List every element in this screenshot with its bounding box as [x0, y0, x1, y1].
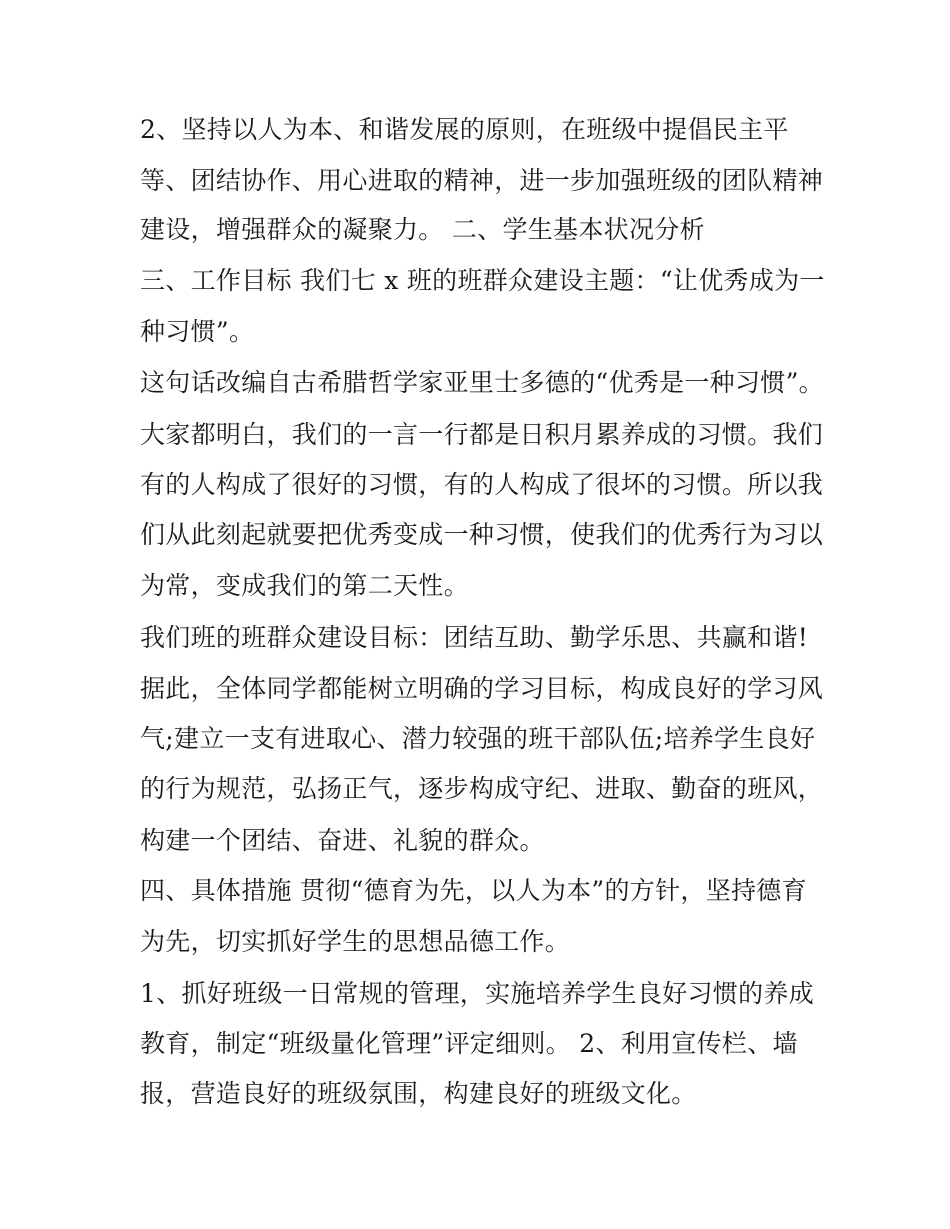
text-line: 大家都明白，我们的一言一行都是日积月累养成的习惯。我们	[140, 420, 824, 449]
text-line: 四、具体措施 贯彻“德育为先，以人为本”的方针，坚持德育	[140, 876, 807, 905]
text-line: 我们班的班群众建设目标：团结互助、勤学乐思、共赢和谐!	[140, 623, 809, 652]
text-line: 三、工作目标 我们七 x 班的班群众建设主题：“让优秀成为一	[140, 266, 825, 295]
text-line: 报，营造良好的班级氛围，构建良好的班级文化。	[140, 1079, 697, 1108]
text-line: 教育，制定“班级量化管理”评定细则。 2、利用宣传栏、墙	[140, 1029, 798, 1058]
text-line: 这句话改编自古希腊哲学家亚里士多德的“优秀是一种习惯”。	[140, 368, 824, 397]
text-line: 为先，切实抓好学生的思想品德工作。	[140, 927, 571, 956]
text-line: 构建一个团结、奋进、礼貌的群众。	[140, 826, 545, 855]
text-line: 为常，变成我们的第二天性。	[140, 571, 469, 600]
text-line: 2、坚持以人为本、和谐发展的原则，在班级中提倡民主平	[140, 115, 789, 144]
text-line: 1、抓好班级一日常规的管理，实施培养学生良好习惯的养成	[140, 979, 815, 1008]
text-line: 建设，增强群众的凝聚力。 二、学生基本状况分析	[140, 215, 705, 244]
text-line: 等、团结协作、用心进取的精神，进一步加强班级的团队精神	[140, 166, 824, 195]
text-line: 种习惯”。	[140, 317, 255, 346]
text-line: 有的人构成了很好的习惯，有的人构成了很坏的习惯。所以我	[140, 470, 824, 499]
text-line: 们从此刻起就要把优秀变成一种习惯，使我们的优秀行为习以	[140, 520, 824, 549]
text-line: 据此，全体同学都能树立明确的学习目标，构成良好的学习风	[140, 674, 824, 703]
text-line: 气;建立一支有进取心、潜力较强的班干部队伍;培养学生良好	[140, 724, 816, 753]
text-line: 的行为规范，弘扬正气，逐步构成守纪、进取、勤奋的班风，	[140, 774, 824, 803]
